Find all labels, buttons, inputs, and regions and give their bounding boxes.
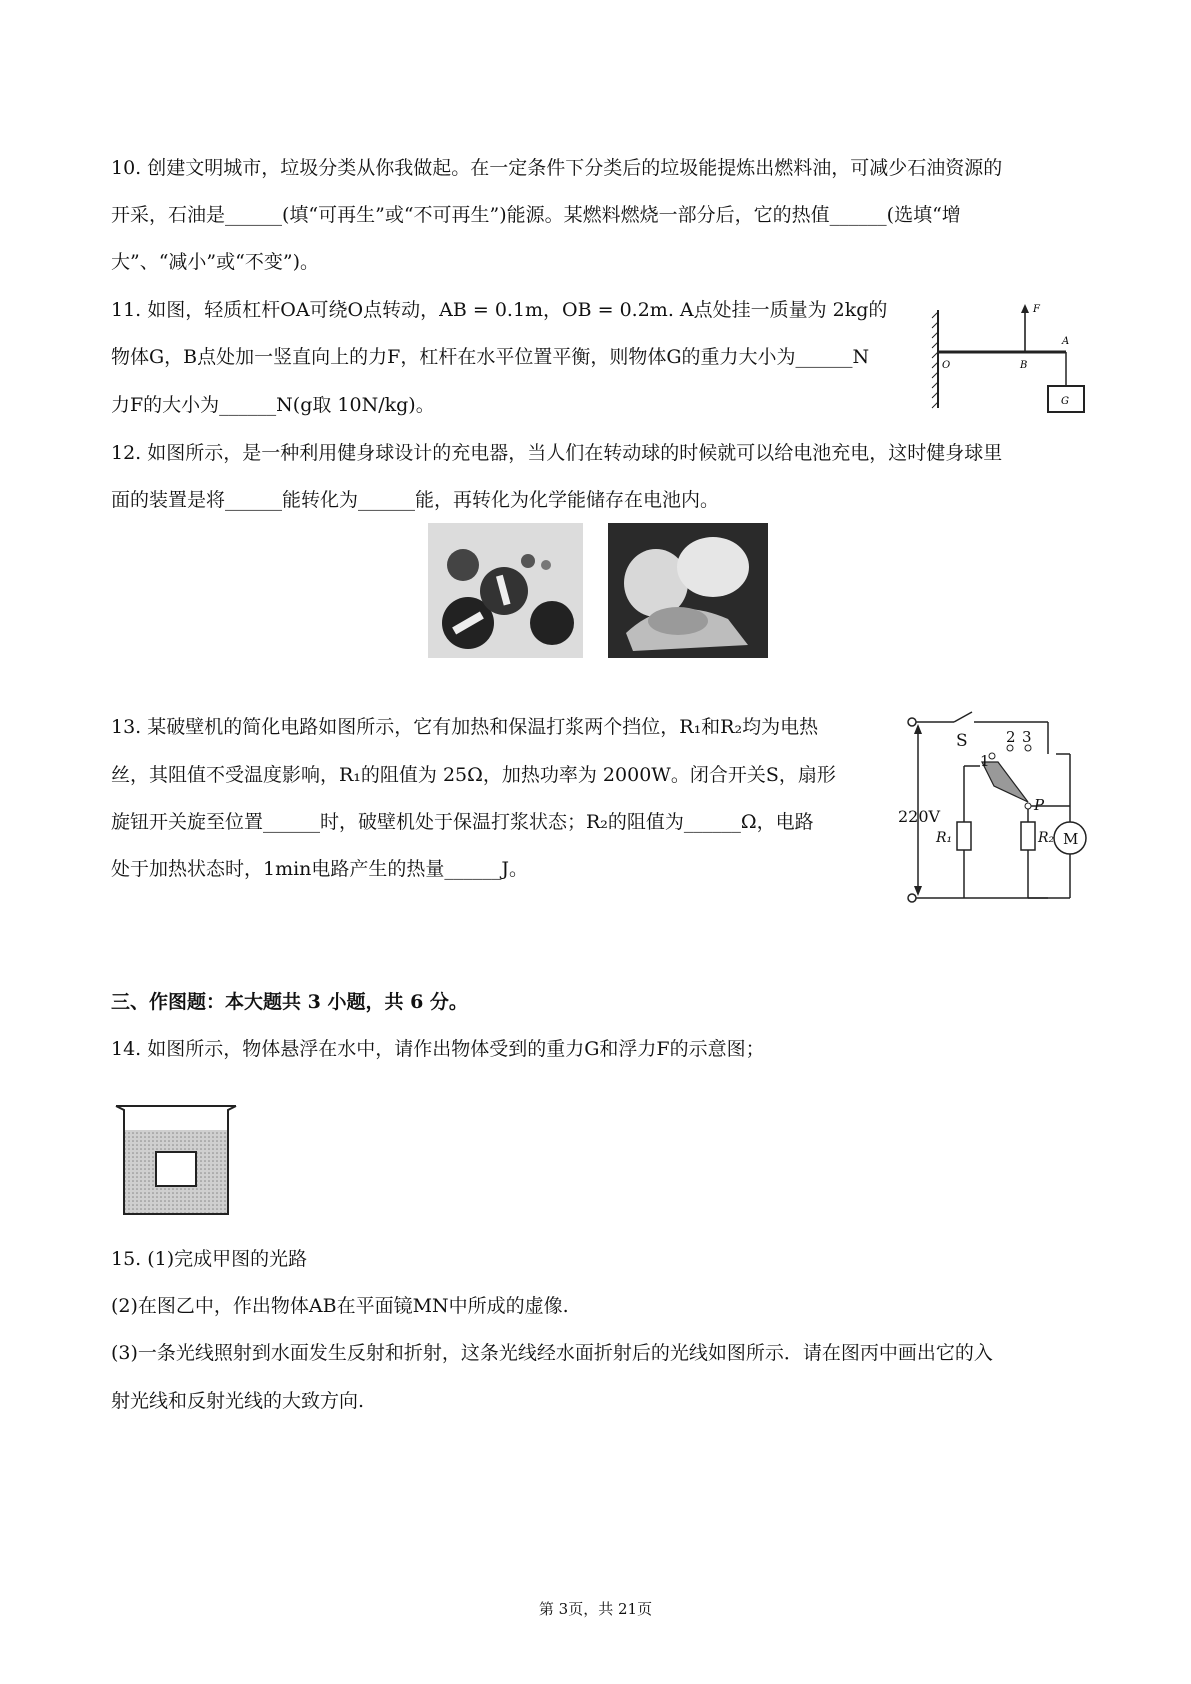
q15-line-1: 15. (1)完成甲图的光路 [111, 1248, 308, 1270]
q13-line-2: 丝，其阻值不受温度影响，R₁的阻值为 25Ω，加热功率为 2000W。闭合开关S，扇形 [111, 764, 836, 786]
q14-line-1: 14. 如图所示，物体悬浮在水中，请作出物体受到的重力G和浮力F的示意图； [111, 1038, 765, 1060]
label-220V: 220V [898, 807, 941, 826]
label-R1: R₁ [936, 830, 953, 846]
section-3-heading: 三、作图题：本大题共 3 小题，共 6 分。 [111, 991, 468, 1013]
q13-line-1: 13. 某破壁机的简化电路如图所示，它有加热和保温打浆两个挡位，R₁和R₂均为电热 [111, 716, 819, 738]
suspended-object [156, 1152, 196, 1186]
q15-line-2: (2)在图乙中，作出物体AB在平面镜MN中所成的虚像. [111, 1295, 569, 1317]
page-footer: 第 3页，共 21页 [538, 1600, 653, 1618]
label-R2: R₂ [1038, 830, 1055, 846]
label-3: 3 [1022, 728, 1032, 746]
label-1: 1 [980, 752, 990, 770]
q10-line-3: 大”、“减小”或“不变”)。 [111, 251, 319, 273]
circuit-diagram [898, 710, 1098, 910]
label-B: B [1020, 360, 1028, 371]
beaker-figure [112, 1100, 242, 1220]
q10-line-1: 10. 创建文明城市，垃圾分类从你我做起。在一定条件下分类后的垃圾能提炼出燃料油，可减少石油资源的 [111, 157, 1003, 179]
label-M: M [1063, 830, 1079, 848]
switch-S [954, 712, 972, 722]
resistor-R2 [1021, 822, 1035, 850]
label-F: F [1033, 304, 1040, 315]
resistor-R1 [957, 822, 971, 850]
q13-line-3: 旋钮开关旋至位置______时，破壁机处于保温打浆状态；R₂的阻值为______Ω，电路 [111, 811, 814, 833]
q10-line-2: 开采，石油是______(填“可再生”或“不可再生”)能源。某燃料燃烧一部分后，它的热值______(选填“增 [111, 204, 961, 226]
label-G: G [1061, 396, 1069, 407]
q11-line-3: 力F的大小为______N(g取 10N/kg)。 [111, 394, 435, 416]
label-O: O [942, 360, 951, 371]
label-2: 2 [1006, 728, 1016, 746]
q11-line-2: 物体G，B点处加一竖直向上的力F，杠杆在水平位置平衡，则物体G的重力大小为______N [111, 346, 870, 368]
q12-line-1: 12. 如图所示，是一种利用健身球设计的充电器，当人们在转动球的时候就可以给电池充电，这时健身球里 [111, 442, 1003, 464]
lever-figure [930, 298, 1090, 418]
q15-line-4: 射光线和反射光线的大致方向. [111, 1390, 365, 1412]
fitness-ball-photos [428, 523, 768, 658]
label-A: A [1062, 336, 1070, 347]
q13-line-4: 处于加热状态时，1min电路产生的热量______J。 [111, 858, 529, 880]
q15-line-3: (3)一条光线照射到水面发生反射和折射，这条光线经水面折射后的光线如图所示．请在图丙中画出它的入 [111, 1342, 993, 1364]
q11-line-1: 11. 如图，轻质杠杆OA可绕O点转动，AB = 0.1m，OB = 0.2m. A点处挂一质量为 2kg的 [111, 299, 888, 321]
label-P: P [1034, 796, 1045, 814]
q12-line-2: 面的装置是将______能转化为______能，再转化为化学能储存在电池内。 [111, 489, 720, 511]
label-S: S [956, 731, 968, 751]
